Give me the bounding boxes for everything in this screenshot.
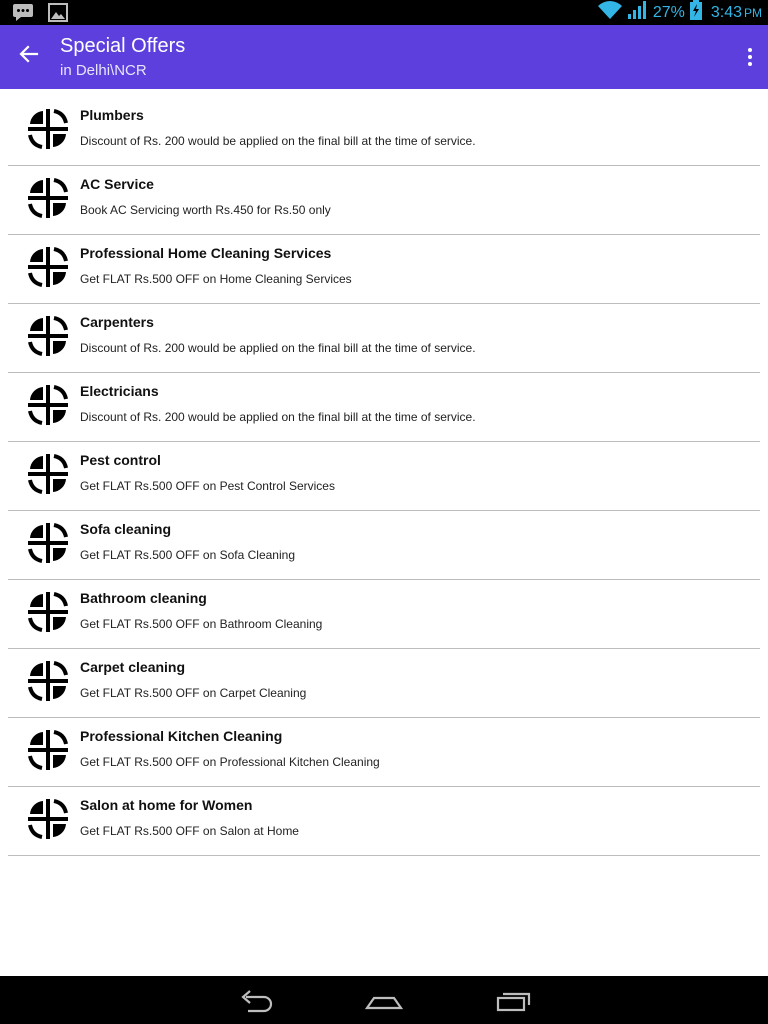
page-subtitle: in Delhi\NCR	[60, 62, 147, 79]
offer-item[interactable]	[8, 373, 760, 442]
page-title: Special Offers	[60, 35, 186, 57]
offer-description: Book AC Servicing worth Rs.450 for Rs.50 only	[80, 203, 331, 217]
service-logo-icon	[26, 797, 70, 841]
app-bar	[0, 25, 768, 89]
offer-item[interactable]	[8, 580, 760, 649]
arrow-back-icon	[19, 44, 39, 69]
offer-item[interactable]	[8, 718, 760, 787]
chat-icon	[12, 3, 34, 27]
offer-description: Get FLAT Rs.500 OFF on Professional Kitchen Cleaning	[80, 755, 380, 769]
offer-title: Sofa cleaning	[80, 521, 172, 537]
service-logo-icon	[26, 107, 70, 151]
nav-home-icon[interactable]	[364, 988, 404, 1014]
offer-description: Discount of Rs. 200 would be applied on the final bill at the time of service.	[80, 134, 476, 148]
offer-item[interactable]	[8, 97, 760, 166]
offer-description: Discount of Rs. 200 would be applied on the final bill at the time of service.	[80, 341, 476, 355]
nav-recents-icon[interactable]	[493, 988, 533, 1014]
offer-title: Bathroom cleaning	[80, 590, 207, 606]
offer-title: Pest control	[80, 452, 161, 468]
service-logo-icon	[26, 176, 70, 220]
offer-title: Carpenters	[80, 314, 154, 330]
offer-title: AC Service	[80, 176, 154, 192]
clock-ampm: PM	[744, 5, 762, 20]
service-logo-icon	[26, 521, 70, 565]
status-bar	[0, 0, 768, 25]
service-logo-icon	[26, 728, 70, 772]
offer-description: Discount of Rs. 200 would be applied on the final bill at the time of service.	[80, 410, 476, 424]
offer-title: Professional Kitchen Cleaning	[80, 728, 283, 744]
offer-description: Get FLAT Rs.500 OFF on Salon at Home	[80, 824, 299, 838]
back-button[interactable]	[12, 39, 46, 73]
offer-description: Get FLAT Rs.500 OFF on Sofa Cleaning	[80, 548, 295, 562]
offer-title: Electricians	[80, 383, 159, 399]
offer-item[interactable]	[8, 166, 760, 235]
offer-item[interactable]	[8, 235, 760, 304]
service-logo-icon	[26, 659, 70, 703]
nav-back-icon[interactable]	[236, 988, 276, 1014]
offer-list	[8, 97, 760, 856]
offer-description: Get FLAT Rs.500 OFF on Bathroom Cleaning	[80, 617, 323, 631]
offer-title: Plumbers	[80, 107, 144, 123]
battery-charging-icon	[689, 0, 703, 25]
service-logo-icon	[26, 383, 70, 427]
service-logo-icon	[26, 314, 70, 358]
offer-description: Get FLAT Rs.500 OFF on Carpet Cleaning	[80, 686, 307, 700]
offer-title: Salon at home for Women	[80, 797, 253, 813]
system-nav-bar	[0, 976, 768, 1024]
service-logo-icon	[26, 590, 70, 634]
wifi-icon	[597, 0, 623, 25]
offer-title: Professional Home Cleaning Services	[80, 245, 332, 261]
offer-item[interactable]	[8, 649, 760, 718]
clock: 3:43	[710, 3, 742, 21]
offer-item[interactable]	[8, 442, 760, 511]
service-logo-icon	[26, 452, 70, 496]
offer-item[interactable]	[8, 304, 760, 373]
more-options-button[interactable]	[740, 43, 760, 71]
offer-title: Carpet cleaning	[80, 659, 186, 675]
battery-percent: 27%	[652, 3, 685, 21]
service-logo-icon	[26, 245, 70, 289]
image-icon	[48, 3, 68, 27]
offer-item[interactable]	[8, 787, 760, 856]
offer-description: Get FLAT Rs.500 OFF on Pest Control Services	[80, 479, 335, 493]
offer-description: Get FLAT Rs.500 OFF on Home Cleaning Services	[80, 272, 352, 286]
offer-item[interactable]	[8, 511, 760, 580]
signal-icon	[627, 0, 649, 25]
